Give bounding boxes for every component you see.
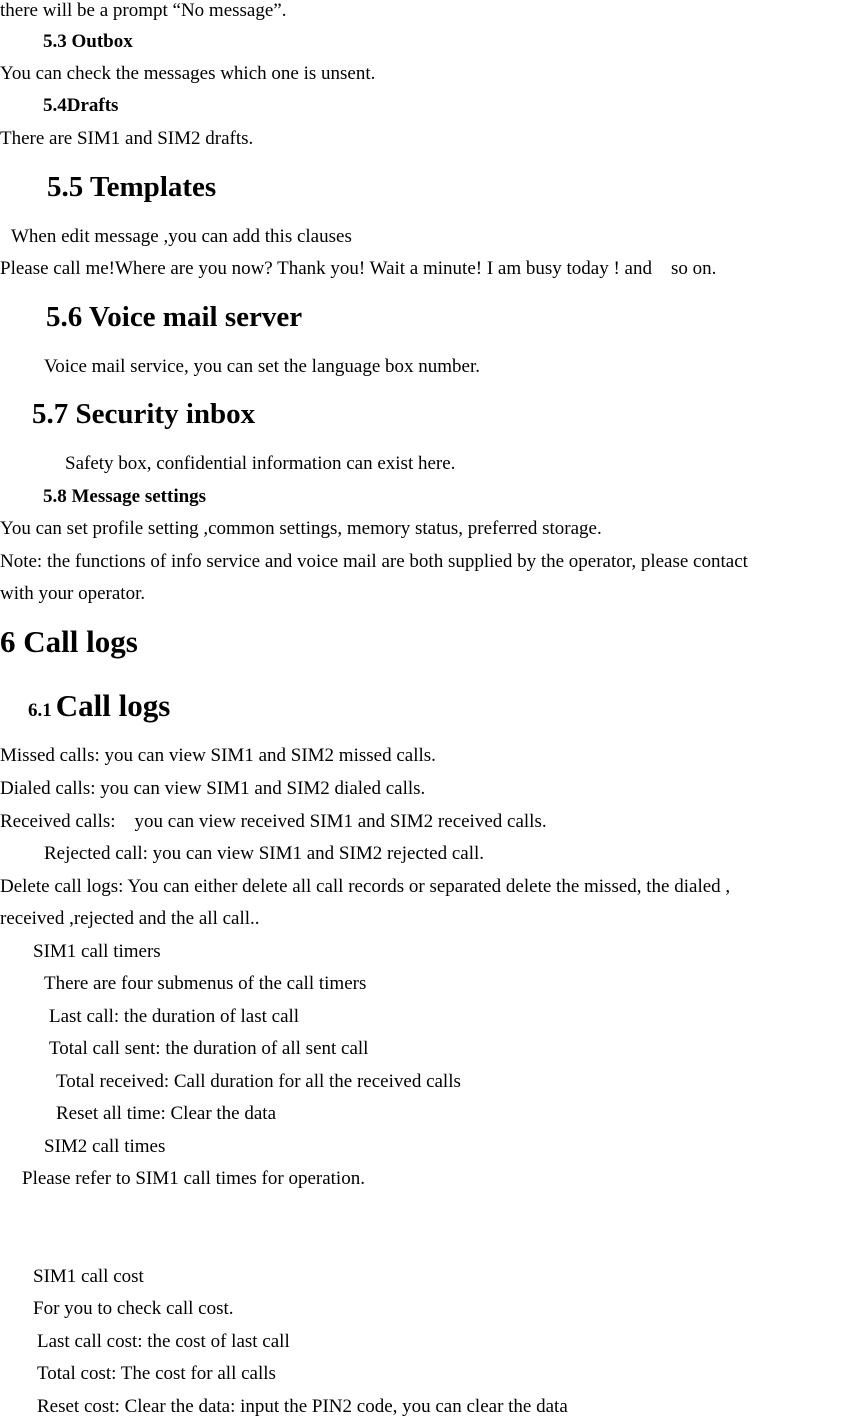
text-line: You can set profile setting ,common settings, memory status, preferred storage.: [0, 518, 602, 539]
text-line: You can check the messages which one is unsent.: [0, 63, 376, 84]
text-line: Note: the functions of info service and voice mail are both supplied by the operator, please contact: [0, 551, 748, 572]
section-title: Call logs: [55, 688, 171, 723]
text-line: Total call sent: the duration of all sent call: [49, 1038, 369, 1059]
heading-6-1-call-logs: [28, 690, 170, 721]
text-line: Voice mail service, you can set the language box number.: [44, 356, 480, 377]
text-line: there will be a prompt “No message”.: [0, 0, 287, 21]
text-line: Total cost: The cost for all calls: [37, 1363, 276, 1384]
heading-drafts: 5.4Drafts: [43, 95, 119, 116]
text-line: For you to check call cost.: [33, 1298, 234, 1319]
text-line: Last call cost: the cost of last call: [37, 1331, 290, 1352]
text-line: Safety box, confidential information can exist here.: [65, 453, 456, 474]
text-line: There are four submenus of the call timers: [44, 973, 367, 994]
text-line: Dialed calls: you can view SIM1 and SIM2 dialed calls.: [0, 778, 426, 799]
text-line: Total received: Call duration for all the received calls: [56, 1071, 461, 1092]
text-line: When edit message ,you can add this clauses: [11, 226, 352, 247]
text-line: SIM2 call times: [44, 1136, 166, 1157]
heading-templates: 5.5 Templates: [47, 171, 217, 203]
text-line: Missed calls: you can view SIM1 and SIM2 missed calls.: [0, 745, 436, 766]
text-line: There are SIM1 and SIM2 drafts.: [0, 128, 254, 149]
heading-security-inbox: 5.7 Security inbox: [32, 398, 256, 430]
text-line: SIM1 call cost: [33, 1266, 144, 1287]
text-line: Last call: the duration of last call: [49, 1006, 300, 1027]
text-line: Reset all time: Clear the data: [56, 1103, 277, 1124]
text-line: Rejected call: you can view SIM1 and SIM2 rejected call.: [44, 843, 485, 864]
text-line: Delete call logs: You can either delete all call records or separated delete the missed, the dialed ,: [0, 876, 731, 897]
text-line: SIM1 call timers: [33, 941, 161, 962]
heading-call-logs: 6 Call logs: [0, 624, 138, 659]
text-line: Reset cost: Clear the data: input the PIN2 code, you can clear the data: [37, 1396, 568, 1417]
text-line: with your operator.: [0, 583, 146, 604]
heading-outbox: 5.3 Outbox: [43, 31, 133, 52]
heading-voice-mail-server: 5.6 Voice mail server: [46, 301, 303, 333]
text-line: received ,rejected and the all call..: [0, 908, 260, 929]
heading-message-settings: 5.8 Message settings: [43, 486, 207, 507]
section-number: 6.1: [28, 700, 52, 721]
text-line: Received calls: you can view received SIM1 and SIM2 received calls.: [0, 811, 547, 832]
text-line: Please call me!Where are you now? Thank you! Wait a minute! I am busy today ! and so on.: [0, 258, 717, 279]
text-line: Please refer to SIM1 call times for operation.: [22, 1168, 365, 1189]
